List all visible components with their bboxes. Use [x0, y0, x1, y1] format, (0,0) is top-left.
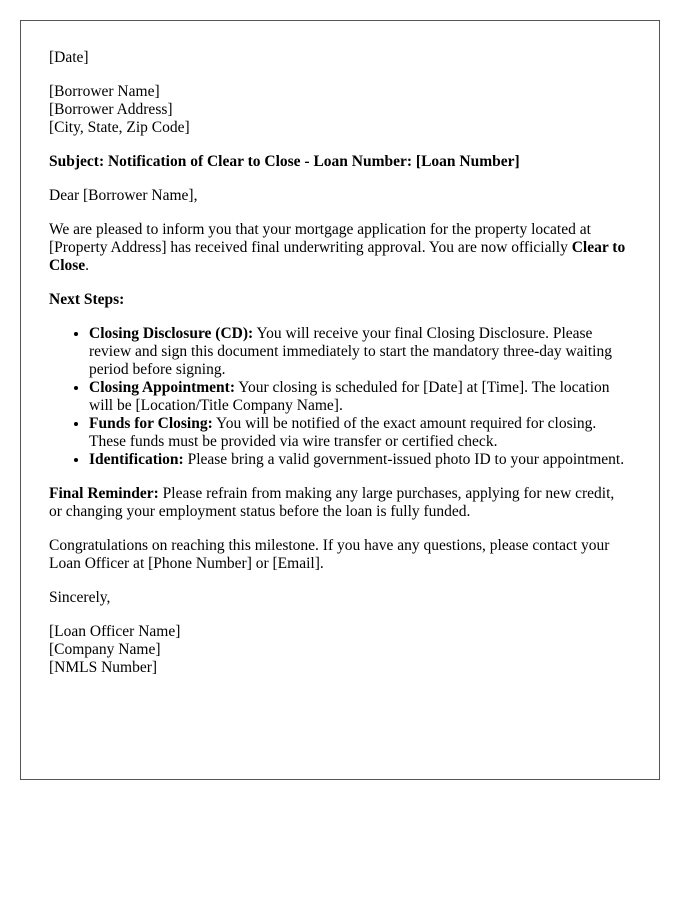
list-item [89, 325, 631, 379]
intro-end: . [85, 257, 90, 274]
recipient-block [49, 83, 631, 137]
step-title: Closing Appointment: [89, 379, 235, 396]
recipient-name: [Borrower Name] [49, 83, 160, 100]
final-reminder-text: Please refrain from making any large purchases, applying for new credit, or changing your employment status before the loan is fully funded. [49, 485, 615, 520]
signature-company: [Company Name] [49, 641, 161, 658]
recipient-address: [Borrower Address] [49, 101, 173, 118]
list-item [89, 415, 631, 451]
next-steps-list [49, 325, 631, 469]
letter-salutation: Dear [Borrower Name], [49, 187, 198, 204]
step-text: Your closing is scheduled for [Date] at [Time]. The location will be [Location/Title Company Name]. [89, 379, 610, 414]
step-title: Closing Disclosure (CD): [89, 325, 254, 342]
step-title: Funds for Closing: [89, 415, 213, 432]
step-text: You will receive your final Closing Disclosure. Please review and sign this document immediately to start the mandatory three-day waiting period before signing. [89, 325, 612, 378]
list-item [89, 451, 631, 469]
step-title: Identification: [89, 451, 184, 468]
signature-name: [Loan Officer Name] [49, 623, 181, 640]
letter-subject: Subject: Notification of Clear to Close - Loan Number: [Loan Number] [49, 153, 520, 170]
signature-nmls: [NMLS Number] [49, 659, 158, 676]
list-item [89, 379, 631, 415]
closing-paragraph: Congratulations on reaching this milestone. If you have any questions, please contact your Loan Officer at [Phone Number] or [Email]. [49, 537, 610, 572]
step-text: Please bring a valid government-issued photo ID to your appointment. [183, 451, 625, 468]
final-reminder-label: Final Reminder: [49, 485, 159, 502]
intro-text: We are pleased to inform you that your mortgage application for the property located at [Property Address] has received final underwriting approval. You are now officially [49, 221, 591, 256]
intro-paragraph [49, 221, 631, 275]
intro-emphasis: Clear to Close [49, 239, 626, 274]
recipient-city-state-zip: [City, State, Zip Code] [49, 119, 190, 136]
letter-date: [Date] [49, 49, 89, 66]
final-reminder [49, 485, 631, 521]
next-steps-heading: Next Steps: [49, 291, 125, 308]
signoff: Sincerely, [49, 589, 111, 606]
letter-page [20, 20, 660, 780]
signature-block [49, 623, 631, 677]
step-text: You will be notified of the exact amount required for closing. These funds must be provided via wire transfer or certified check. [89, 415, 597, 450]
